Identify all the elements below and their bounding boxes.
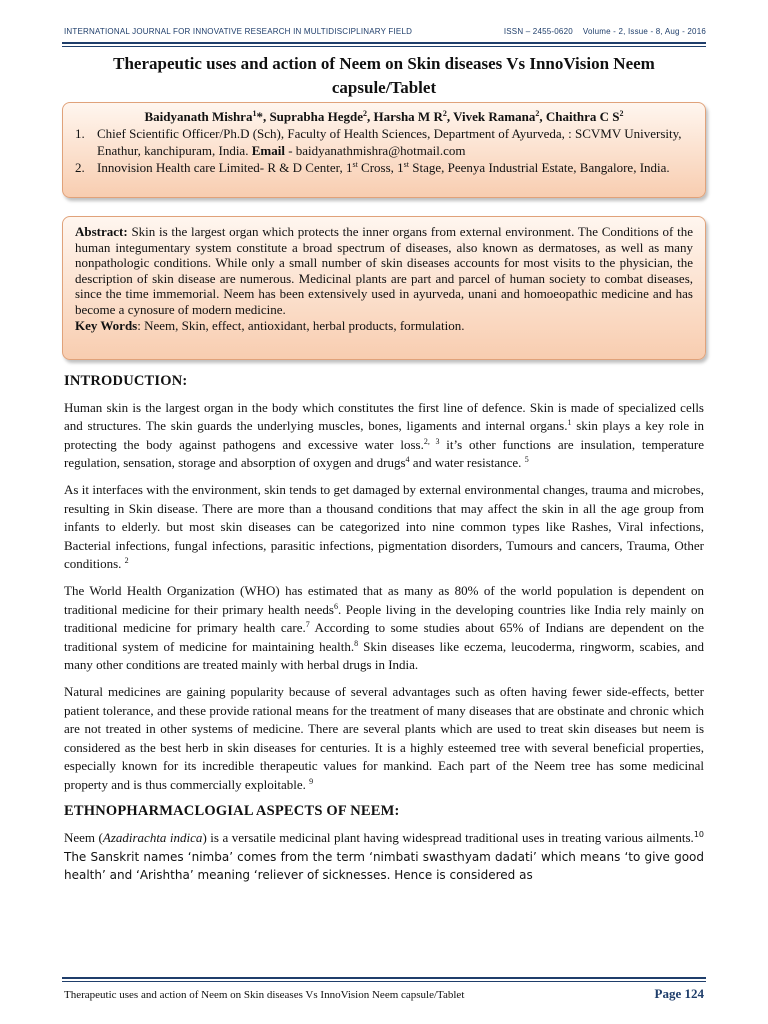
- keywords: [75, 318, 693, 334]
- abstract: [75, 224, 693, 318]
- footer-rule: [62, 977, 706, 979]
- abstract-box: [62, 216, 706, 360]
- footer-title: Therapeutic uses and action of Neem on Skin diseases Vs InnoVision Neem capsule/Tablet: [64, 989, 465, 1001]
- running-header: [64, 27, 706, 36]
- paragraph: Human skin is the largest organ in the body which constitutes the first line of defence. Skin is made of specialized cells and structures. The skin guards the underlying muscles, bones, ligaments and internal organs.$^1$ skin plays a key role in protecting the body against pathogens and excessive water loss.$^{2, 3}$ it’s other functions are insulation, temperature regulation, sensation, storage and absorption of oxygen and drugs$^4$ and water resistance. $^5$: [64, 399, 704, 471]
- volume-issue: Volume - 2, Issue - 8, Aug - 2016: [582, 27, 706, 36]
- section-heading-ethnopharmacology: ETHNOPHARMACLOGIAL ASPECTS OF NEEM:: [64, 803, 400, 820]
- author-name: Baidyanath Mishra: [144, 109, 253, 124]
- author-list: Baidyanath Mishra$^1$*, Suprabha Hegde$^2$, Harsha M $R^2$, Vivek Ramana$^2$, Chaithra C $S^2$: [144, 109, 624, 124]
- affiliation-2: 2. Innovision Health care Limited- R & D Center, 1st Cross, 1st Stage, Peenya Industrial Estate, Bangalore, India.: [75, 160, 670, 175]
- keywords-text: : Neem, Skin, effect, antioxidant, herbal products, formulation.: [137, 317, 465, 333]
- author-name: Harsha M R: [373, 109, 443, 124]
- abstract-text: Skin is the largest organ which protects the inner organs from external environment. The Conditions of the human integumentary system constitute a broad spectrum of diseases, also known as dermatoses, as well as many nonpathologic conditions. While only a small number of skin diseases accounts for most visits to the physician, the description of skin disease are numerous. Medicinal plants are part and parcel of human society to combat diseases, since the time immemorial. Neem has been extensively used in ayurveda, unani and homoeopathic medicine and has become a cynosure of modern medicine.: [75, 224, 693, 317]
- section-heading-introduction: INTRODUCTION:: [64, 373, 188, 389]
- paragraph: The World Health Organization (WHO) has estimated that as many as 80% of the world population is dependent on traditional medicine for their primary health needs$^6$. People living in the developing countries like India rely mainly on traditional medicine for primary health care.$^7$ According to some studies about 65% of Indians are dependent on the traditional system of medicine for maintaining health.$^8$ Skin diseases like eczema, leucoderma, ringworm, scabies, and many other conditions are treated mainly with herbal drugs in India.: [64, 582, 705, 673]
- header-rule: [62, 42, 706, 44]
- paragraph: Natural medicines are gaining popularity because of several advantages such as often having fewer side-effects, better patient tolerance, and these provide rational means for the treatment of many diseases that are obstinate and chronic which are not treated in other systems of medicine. There are several plants which are used to treat skin diseases but neem is considered as the best herb in skin diseases for centuries. It is a highly esteemed tree with several beneficial properties, especially known for its incredible therapeutic values for mankind. Each part of the Neem tree has some medicinal property and is thus commercially exploitable. $^9$: [64, 683, 704, 792]
- paper-title: Therapeutic uses and action of Neem on Skin diseases Vs InnoVision Neem capsule/Tablet: [113, 54, 655, 97]
- issue-info: [494, 27, 706, 36]
- paragraph: Neem (Azadirachta indica) is a versatile medicinal plant having widespread traditional uses in treating various ailments.$^{10}$ The Sanskrit names ‘nimba’ comes from the term ‘nimbati swasthyam dadati’ which means ‘to give good health’ and ‘Arishtha’ meaning ‘reliever of sicknesses. Hence is considered as: [64, 830, 704, 883]
- paragraph: As it interfaces with the environment, skin tends to get damaged by external environmental changes, trauma and microbes, resulting in Skin disease. There are more than a thousand conditions that may affect the skin in all the age group from infants to elderly. but most skin diseases can be categorized into nine common types like Rashes, Viral infections, Bacterial infections, fungal infections, parasitic infections, pigmentation disorders, Tumours and cancers, Trauma, Other conditions. $^2$: [64, 481, 704, 572]
- header-rule-thin: [62, 46, 706, 47]
- authors-box: [62, 102, 706, 198]
- page-number: Page 124: [654, 986, 704, 1001]
- author-name: Suprabha Hegde: [269, 109, 364, 124]
- affiliation-1: 1. Chief Scientific Officer/Ph.D (Sch), Faculty of Health Sciences, Department of Ayurveda, : SCVMV University, Enathur, kanchipuram, India. Email - baidyanathmishra@hotmail.com: [75, 126, 682, 158]
- author-name: Chaithra C S: [545, 109, 620, 124]
- abstract-label: Abstract:: [75, 224, 128, 239]
- journal-name: INTERNATIONAL JOURNAL FOR INNOVATIVE RESEARCH IN MULTIDISCIPLINARY FIELD: [64, 27, 413, 36]
- keywords-label: Key Words: [75, 317, 138, 333]
- running-footer: [64, 986, 704, 1002]
- author-name: Vivek Ramana: [453, 109, 536, 124]
- issn: ISSN – 2455-0620: [503, 27, 573, 36]
- footer-rule-thin: [62, 981, 706, 982]
- body-text: [64, 372, 704, 893]
- author-email: - baidyanathmishra@hotmail.com: [284, 143, 466, 158]
